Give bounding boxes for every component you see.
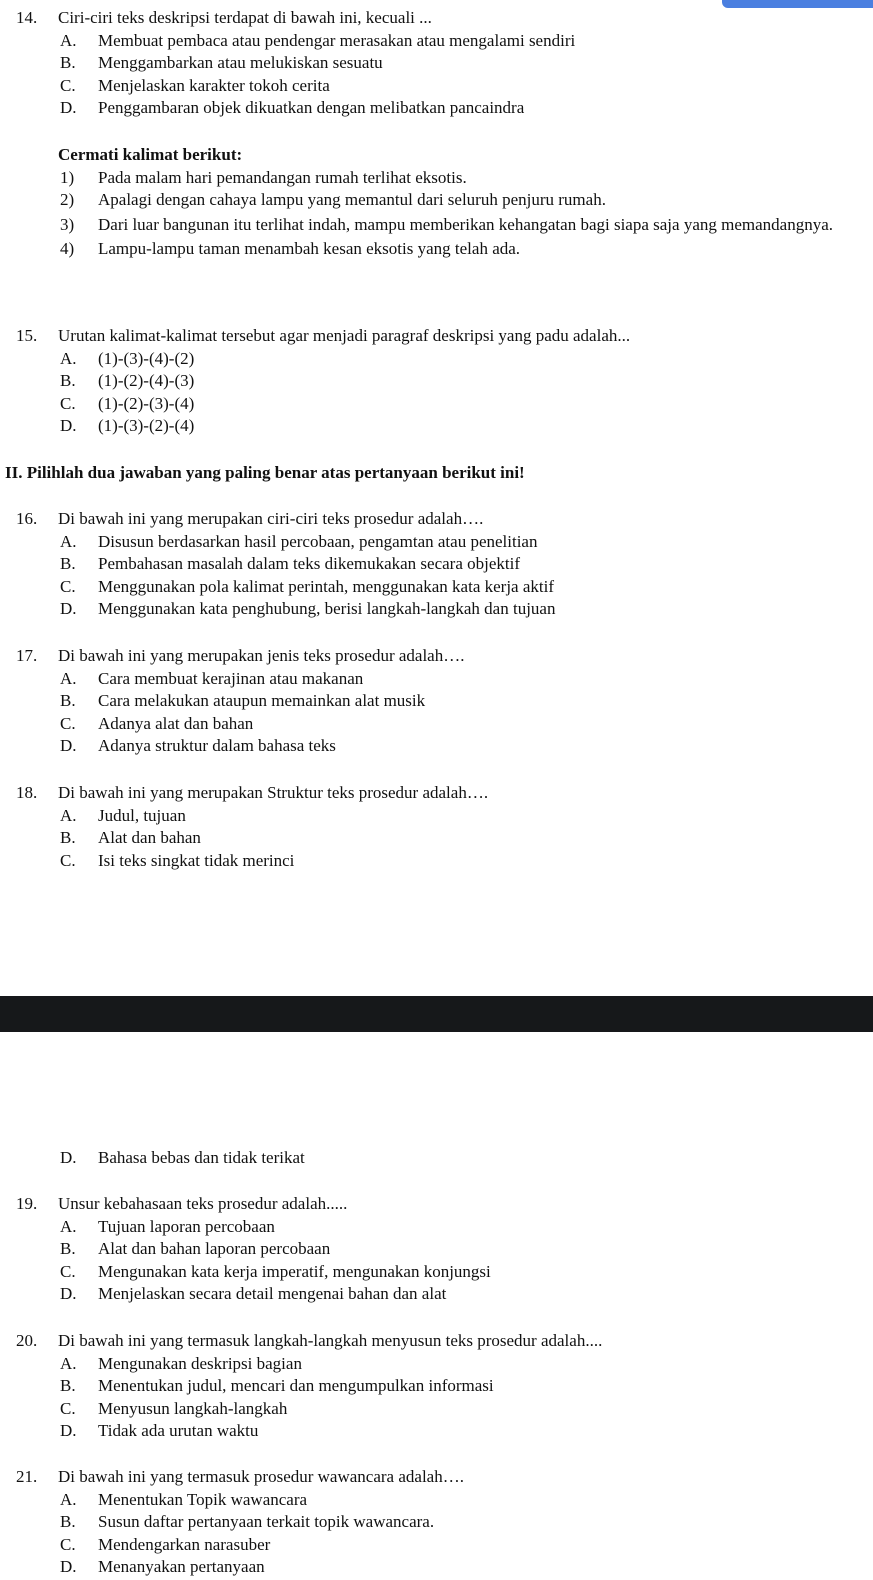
statement-text: Apalagi dengan cahaya lampu yang memantul dari seluruh penjuru rumah.	[98, 190, 606, 210]
option-text: Alat dan bahan laporan percobaan	[98, 1239, 331, 1259]
question-20	[0, 1330, 873, 1443]
option-c[interactable]	[0, 713, 873, 736]
question-text: Di bawah ini yang merupakan ciri-ciri teks prosedur adalah….	[58, 509, 484, 528]
option-b[interactable]	[0, 690, 873, 713]
option-text: Adanya alat dan bahan	[98, 713, 254, 733]
statement-number: 4)	[60, 238, 75, 258]
question-number: 21.	[16, 1467, 38, 1486]
option-letter: C.	[60, 1534, 76, 1554]
option-text: Disusun berdasarkan hasil percobaan, pengamtan atau penelitian	[98, 531, 538, 551]
option-text: Isi teks singkat tidak merinci	[98, 850, 295, 870]
option-text: Menanyakan pertanyaan	[98, 1557, 265, 1577]
option-letter: B.	[60, 554, 76, 574]
page-break-band	[0, 996, 873, 1032]
statement-number: 3)	[60, 214, 75, 234]
option-a[interactable]	[0, 805, 873, 828]
question-16	[0, 508, 873, 621]
option-letter: C.	[60, 393, 76, 413]
statement-item	[0, 212, 873, 238]
question-stem	[0, 325, 873, 348]
option-letter: D.	[60, 1421, 77, 1441]
option-a[interactable]	[0, 1489, 873, 1512]
option-b[interactable]	[0, 1511, 873, 1534]
option-c[interactable]	[0, 850, 873, 873]
option-text: (1)-(3)-(4)-(2)	[98, 348, 195, 368]
option-letter: D.	[60, 98, 77, 118]
option-text: Pembahasan masalah dalam teks dikemukakan secara objektif	[98, 554, 521, 574]
question-15	[0, 325, 873, 438]
option-letter: A.	[60, 805, 77, 825]
option-b[interactable]	[0, 827, 873, 850]
option-text: (1)-(2)-(3)-(4)	[98, 393, 195, 413]
option-d[interactable]	[0, 415, 873, 438]
question-text: Di bawah ini yang merupakan Struktur teks prosedur adalah….	[58, 783, 489, 802]
option-text: Menggunakan kata penghubung, berisi langkah-langkah dan tujuan	[98, 599, 556, 619]
option-letter: C.	[60, 576, 76, 596]
option-letter: B.	[60, 1376, 76, 1396]
option-b[interactable]	[0, 553, 873, 576]
option-a[interactable]	[0, 1353, 873, 1376]
option-b[interactable]	[0, 370, 873, 393]
option-c[interactable]	[0, 1261, 873, 1284]
statement-text: Pada malam hari pemandangan rumah terlihat eksotis.	[98, 167, 467, 187]
statement-text: Dari luar bangunan itu terlihat indah, mampu memberikan kehangatan bagi siapa saja yang memandangnya.	[98, 214, 834, 234]
question-stem	[0, 1466, 873, 1489]
option-letter: B.	[60, 691, 76, 711]
option-a[interactable]	[0, 1216, 873, 1239]
option-text: Menggunakan pola kalimat perintah, menggunakan kata kerja aktif	[98, 576, 555, 596]
question-text: Urutan kalimat-kalimat tersebut agar menjadi paragraf deskripsi yang padu adalah...	[58, 326, 631, 345]
option-letter: C.	[60, 713, 76, 733]
option-c[interactable]	[0, 393, 873, 416]
option-text: Tidak ada urutan waktu	[98, 1421, 259, 1441]
option-d[interactable]	[0, 1147, 873, 1170]
question-text: Di bawah ini yang merupakan jenis teks prosedur adalah….	[58, 646, 465, 665]
option-letter: A.	[60, 1489, 77, 1509]
question-number: 18.	[16, 783, 38, 802]
option-b[interactable]	[0, 1375, 873, 1398]
option-d[interactable]	[0, 97, 873, 120]
option-d[interactable]	[0, 1420, 873, 1443]
option-letter: B.	[60, 1512, 76, 1532]
question-text: Di bawah ini yang termasuk langkah-langkah menyusun teks prosedur adalah....	[58, 1331, 603, 1350]
option-letter: A.	[60, 1216, 77, 1236]
option-text: Menjelaskan karakter tokoh cerita	[98, 75, 330, 95]
option-letter: D.	[60, 416, 77, 436]
option-letter: B.	[60, 371, 76, 391]
option-text: Membuat pembaca atau pendengar merasakan atau mengalami sendiri	[98, 30, 576, 50]
option-text: Susun daftar pertanyaan terkait topik wawancara.	[98, 1512, 435, 1532]
option-text: (1)-(3)-(2)-(4)	[98, 416, 195, 436]
question-stem	[0, 508, 873, 531]
option-text: Menentukan judul, mencari dan mengumpulkan informasi	[98, 1376, 494, 1396]
option-letter: B.	[60, 1239, 76, 1259]
option-c[interactable]	[0, 576, 873, 599]
question-text: Ciri-ciri teks deskripsi terdapat di bawah ini, kecuali ...	[58, 8, 432, 27]
question-21	[0, 1466, 873, 1579]
option-letter: C.	[60, 1398, 76, 1418]
option-text: Cara melakukan ataupun memainkan alat musik	[98, 691, 426, 711]
option-text: Menggambarkan atau melukiskan sesuatu	[98, 53, 383, 73]
option-d[interactable]	[0, 598, 873, 621]
option-letter: B.	[60, 53, 76, 73]
option-letter: B.	[60, 828, 76, 848]
option-letter: A.	[60, 668, 77, 688]
question-14	[0, 7, 873, 120]
question-19	[0, 1193, 873, 1306]
option-a[interactable]	[0, 668, 873, 691]
option-letter: A.	[60, 30, 77, 50]
option-d[interactable]	[0, 1556, 873, 1579]
question-number: 14.	[16, 8, 38, 27]
option-text: Mengunakan deskripsi bagian	[98, 1353, 302, 1373]
question-number: 17.	[16, 646, 38, 665]
question-18-continued	[0, 1147, 873, 1170]
statement-number: 1)	[60, 167, 75, 187]
option-letter: D.	[60, 599, 77, 619]
option-d[interactable]	[0, 735, 873, 758]
question-stem	[0, 782, 873, 805]
option-c[interactable]	[0, 75, 873, 98]
option-text: Tujuan laporan percobaan	[98, 1216, 275, 1236]
question-text: Unsur kebahasaan teks prosedur adalah.....	[58, 1194, 348, 1213]
section-heading: II. Pilihlah dua jawaban yang paling benar atas pertanyaan berikut ini!	[5, 463, 525, 482]
question-number: 20.	[16, 1331, 38, 1350]
option-a[interactable]	[0, 348, 873, 371]
option-letter: A.	[60, 531, 77, 551]
statement-text: Lampu-lampu taman menambah kesan eksotis yang telah ada.	[98, 238, 521, 258]
question-number: 19.	[16, 1194, 38, 1213]
statement-item	[0, 238, 873, 261]
option-letter: C.	[60, 1261, 76, 1281]
option-text: Alat dan bahan	[98, 828, 201, 848]
statement-item	[0, 189, 873, 212]
question-stem	[0, 7, 873, 30]
option-letter: D.	[60, 1284, 77, 1304]
option-text: Adanya struktur dalam bahasa teks	[98, 736, 336, 756]
question-stem	[0, 1193, 873, 1216]
question-17	[0, 645, 873, 758]
question-number: 16.	[16, 509, 38, 528]
question-stem	[0, 1330, 873, 1353]
option-letter: D.	[60, 1148, 77, 1167]
option-text: Cara membuat kerajinan atau makanan	[98, 668, 364, 688]
option-letter: C.	[60, 850, 76, 870]
option-letter: D.	[60, 1557, 77, 1577]
option-text: Menyusun langkah-langkah	[98, 1398, 288, 1418]
option-text: Mendengarkan narasuber	[98, 1534, 271, 1554]
option-text: Menjelaskan secara detail mengenai bahan dan alat	[98, 1284, 447, 1304]
statement-item	[0, 167, 873, 190]
option-b[interactable]	[0, 52, 873, 75]
option-letter: C.	[60, 75, 76, 95]
option-letter: A.	[60, 1353, 77, 1373]
question-text: Di bawah ini yang termasuk prosedur wawancara adalah….	[58, 1467, 464, 1486]
option-a[interactable]	[0, 531, 873, 554]
statement-number: 2)	[60, 190, 75, 210]
option-text: (1)-(2)-(4)-(3)	[98, 371, 195, 391]
option-text: Bahasa bebas dan tidak terikat	[98, 1148, 305, 1167]
question-number: 15.	[16, 326, 38, 345]
option-letter: A.	[60, 348, 77, 368]
option-c[interactable]	[0, 1398, 873, 1421]
option-text: Menentukan Topik wawancara	[98, 1489, 308, 1509]
question-18	[0, 782, 873, 872]
option-text: Penggambaran objek dikuatkan dengan melibatkan pancaindra	[98, 98, 525, 118]
option-text: Judul, tujuan	[98, 805, 186, 825]
question-stem	[0, 645, 873, 668]
statement-title: Cermati kalimat berikut:	[58, 145, 243, 164]
option-letter: D.	[60, 736, 77, 756]
option-b[interactable]	[0, 1238, 873, 1261]
option-a[interactable]	[0, 30, 873, 53]
option-d[interactable]	[0, 1283, 873, 1306]
option-c[interactable]	[0, 1534, 873, 1557]
option-text: Mengunakan kata kerja imperatif, mengunakan konjungsi	[98, 1261, 491, 1281]
statement-list	[0, 144, 873, 260]
